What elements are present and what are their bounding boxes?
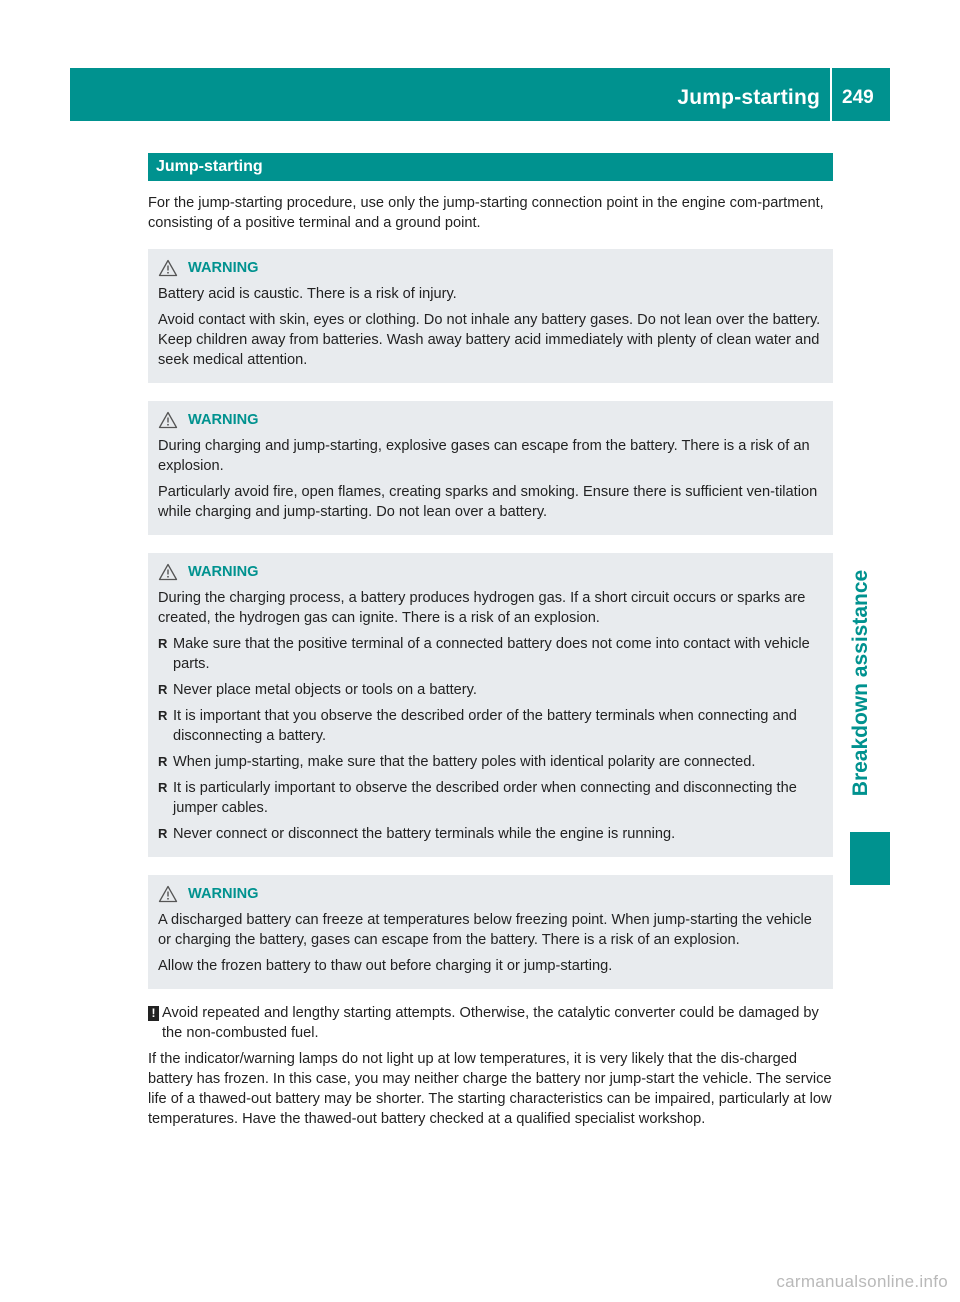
warning-triangle-icon	[158, 563, 178, 581]
header-title: Jump-starting	[677, 86, 820, 109]
page-header	[70, 68, 890, 121]
header-divider	[830, 68, 832, 121]
warning-triangle-icon	[158, 885, 178, 903]
warning-box	[148, 401, 833, 535]
bullet-icon: R	[158, 826, 168, 841]
list-item-text: Make sure that the positive terminal of a connected battery does not come into contact with vehicle parts.	[173, 636, 810, 672]
bullet-icon: R	[158, 708, 168, 723]
list-item-text: It is particularly important to observe the described order when connecting and disconnecting the jumper cables.	[173, 780, 797, 816]
section-side-label-text: Breakdown assistance	[849, 569, 872, 797]
warning-label: WARNING	[188, 260, 259, 276]
warning-header	[158, 258, 825, 278]
warning-text: Allow the frozen battery to thaw out before charging it or jump-starting.	[158, 958, 613, 974]
warning-label: WARNING	[188, 564, 259, 580]
exclamation-icon: !	[148, 1006, 159, 1021]
warning-text: A discharged battery can freeze at temperatures below freezing point. When jump-starting the vehicle or charging the battery, gases can escape from the battery. There is a risk of an explosion.	[158, 912, 812, 948]
bullet-icon: R	[158, 682, 168, 697]
list-item-text: It is important that you observe the described order of the battery terminals when connecting and disconnecting a battery.	[173, 708, 797, 744]
watermark: carmanualsonline.info	[776, 1272, 948, 1291]
warning-box	[148, 249, 833, 383]
body-paragraph: If the indicator/warning lamps do not light up at low temperatures, it is very likely that the dis-charged battery has frozen. In this case, you may neither charge the battery nor jump-start the vehicle. The service life of a thawed-out battery may be shorter. The starting characteristics can be impaired, particularly at low temperatures. Have the thawed-out battery checked at a qualified specialist workshop.	[148, 1051, 832, 1127]
warning-box	[148, 553, 833, 857]
warning-text: During the charging process, a battery produces hydrogen gas. If a short circuit occurs or sparks are created, the hydrogen gas can ignite. There is a risk of an explosion.	[158, 590, 806, 626]
page-content	[148, 153, 833, 1129]
bullet-icon: R	[158, 636, 168, 651]
warning-label: WARNING	[188, 886, 259, 902]
warning-box	[148, 875, 833, 989]
section-tab-marker	[850, 832, 890, 885]
warning-triangle-icon	[158, 259, 178, 277]
warning-header	[158, 562, 825, 582]
list-item-text: When jump-starting, make sure that the battery poles with identical polarity are connected.	[173, 754, 756, 770]
warning-bullet-list	[158, 634, 825, 844]
list-item	[158, 634, 825, 674]
warning-header	[158, 884, 825, 904]
bullet-icon: R	[158, 780, 168, 795]
warning-text: Particularly avoid fire, open flames, creating sparks and smoking. Ensure there is sufficient ven-tilation while charging and jump-starting. Do not lean over a battery.	[158, 484, 818, 520]
page-number: 249	[842, 87, 874, 108]
list-item-text: Never place metal objects or tools on a battery.	[173, 682, 477, 698]
list-item-text: Never connect or disconnect the battery terminals while the engine is running.	[173, 826, 676, 842]
warning-label: WARNING	[188, 412, 259, 428]
section-side-label	[845, 548, 877, 818]
list-item	[158, 778, 825, 818]
list-item	[158, 752, 825, 772]
list-item	[158, 824, 825, 844]
bullet-icon: R	[158, 754, 168, 769]
notice-block	[148, 1003, 833, 1043]
list-item	[158, 680, 825, 700]
list-item	[158, 706, 825, 746]
warning-header	[158, 410, 825, 430]
warning-text: During charging and jump-starting, explosive gases can escape from the battery. There is a risk of an explosion.	[158, 438, 810, 474]
warning-text: Battery acid is caustic. There is a risk of injury.	[158, 286, 457, 302]
notice-text: Avoid repeated and lengthy starting attempts. Otherwise, the catalytic converter could be damaged by the non-combusted fuel.	[162, 1005, 819, 1041]
warning-triangle-icon	[158, 411, 178, 429]
warning-text: Avoid contact with skin, eyes or clothing. Do not inhale any battery gases. Do not lean over the battery. Keep children away from batteries. Wash away battery acid immediately with plenty of clean water and seek medical attention.	[158, 312, 821, 368]
section-heading: Jump-starting	[148, 153, 833, 181]
intro-paragraph: For the jump-starting procedure, use only the jump-starting connection point in the engine com-partment, consisting of a positive terminal and a ground point.	[148, 195, 824, 231]
